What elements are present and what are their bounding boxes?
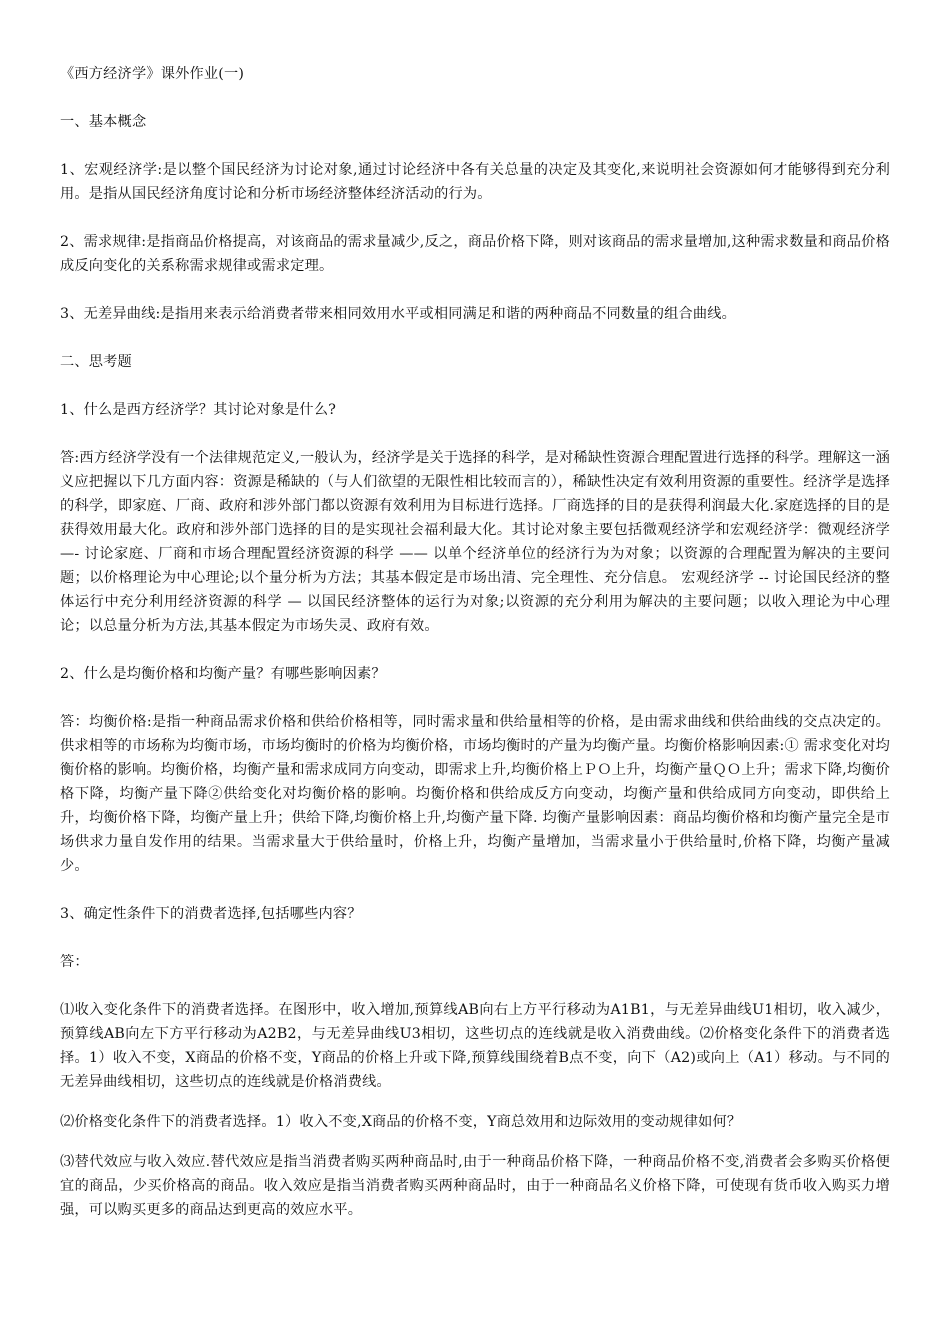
answer-1: 答:西方经济学没有一个法律规范定义,一般认为，经济学是关于选择的科学，是对稀缺性资源合理配置进行选择的科学。理解这一涵义应把握以下几方面内容：资源是稀缺的（与人们欲望的无限性相比较而言的），稀缺性决定有效利用资源的重要性。经济学是选择的科学，即家庭、厂商、政府和涉外部门都以资源有效利用为目标进行选择。厂商选择的目的是获得利润最大化.家庭选择的目的是获得效用最大化。政府和涉外部门选择的目的是实现社会福利最大化。其讨论对象主要包括微观经济学和宏观经济学：微观经济学 —- 讨论家庭、厂商和市场合理配置经济资源的科学 —— 以单个经济单位的经济行为为对象；以资源的合理配置为解决的主要问题；以价格理论为中心理论;以个量分析为方法；其基本假定是市场出清、完全理性、充分信息。 宏观经济学 -- 讨论国民经济的整体运行中充分利用经济资源的科学 — 以国民经济整体的运行为对象;以资源的充分利用为解决的主要问题；以收入理论为中心理论；以总量分析为方法,其基本假定为市场失灵、政府有效。 (60, 450, 890, 634)
answer-3-label: 答： (60, 954, 89, 970)
concept-macroeconomics: 1、宏观经济学:是以整个国民经济为讨论对象,通过讨论经济中各有关总量的决定及其变化,来说明社会资源如何才能够得到充分利用。是指从国民经济角度讨论和分析市场经济整体经济活动的行为。 (60, 162, 890, 202)
question-2: 2、什么是均衡价格和均衡产量？有哪些影响因素？ (60, 666, 386, 682)
section-heading-questions: 二、思考题 (60, 354, 132, 370)
concept-law-of-demand: 2、需求规律:是指商品价格提高，对该商品的需求量减少,反之，商品价格下降，则对该商品的需求量增加,这种需求数量和商品价格成反向变化的关系称需求规律或需求定理。 (60, 234, 890, 274)
question-1: 1、什么是西方经济学？其讨论对象是什么? (60, 402, 337, 418)
concept-indifference-curve: 3、无差异曲线:是指用来表示给消费者带来相同效用水平或相同满足和谐的两种商品不同数量的组合曲线。 (60, 306, 737, 322)
section-heading-basic-concepts: 一、基本概念 (60, 114, 147, 130)
document-title: 《西方经济学》课外作业(一) (60, 66, 245, 82)
answer-3-part-2: ⑵价格变化条件下的消费者选择。1）收入不变,X商品的价格不变，Y商总效用和边际效用的变动规律如何？ (60, 1114, 742, 1130)
question-3: 3、确定性条件下的消费者选择,包括哪些内容？ (60, 906, 362, 922)
answer-2: 答：均衡价格:是指一种商品需求价格和供给价格相等，同时需求量和供给量相等的价格，是由需求曲线和供给曲线的交点决定的。供求相等的市场称为均衡市场，市场均衡时的价格为均衡价格，市场均衡时的产量为均衡产量。均衡价格影响因素:① 需求变化对均衡价格的影响。均衡价格，均衡产量和需求成同方向变动，即需求上升,均衡价格上ＰＯ上升，均衡产量ＱＯ上升；需求下降,均衡价格下降，均衡产量下降②供给变化对均衡价格的影响。均衡价格和供给成反方向变动，均衡产量和供给成同方向变动，即供给上升，均衡价格下降，均衡产量上升；供给下降,均衡价格上升,均衡产量下降. 均衡产量影响因素：商品均衡价格和均衡产量完全是市场供求力量自发作用的结果。当需求量大于供给量时，价格上升，均衡产量增加，当需求量小于供给量时,价格下降，均衡产量减少。 (60, 714, 890, 874)
answer-3-part-1: ⑴收入变化条件下的消费者选择。在图形中，收入增加,预算线AB向右上方平行移动为A1B1，与无差异曲线U1相切，收入减少，预算线AB向左下方平行移动为A2B2，与无差异曲线U3相切，这些切点的连线就是收入消费曲线。⑵价格变化条件下的消费者选择。1）收入不变，X商品的价格不变，Y商品的价格上升或下降,预算线围绕着B点不变，向下（A2)或向上（A1）移动。与不同的无差异曲线相切，这些切点的连线就是价格消费线。 (60, 1002, 890, 1090)
answer-3-part-3: ⑶替代效应与收入效应.替代效应是指当消费者购买两种商品时,由于一种商品价格下降，一种商品价格不变,消费者会多购买价格便宜的商品，少买价格高的商品。收入效应是指当消费者购买两种商品时，由于一种商品名义价格下降，可使现有货币收入购买力增强，可以购买更多的商品达到更高的效应水平。 (60, 1154, 890, 1218)
